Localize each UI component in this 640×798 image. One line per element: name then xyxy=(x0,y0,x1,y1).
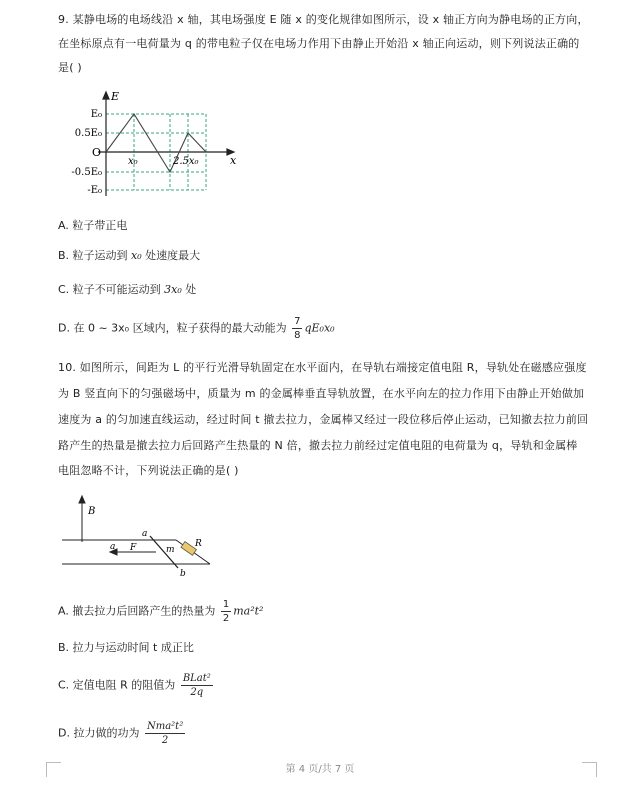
q10-option-a: A. 撤去拉力后回路产生的热量为 $\frac{1}{2}$ ma²t² xyxy=(58,599,264,624)
q10-label-b-bottom: b xyxy=(180,569,186,579)
q9-tick-neg-half-e0: -0.5E₀ xyxy=(71,167,102,178)
q10-label-m: m xyxy=(166,545,175,555)
q10-label-a-arrow: a xyxy=(110,542,116,552)
q9-tick-neg-e0: -E₀ xyxy=(87,185,102,196)
q10-line-5: 电阻忽略不计，下列说法正确的是( ) xyxy=(58,464,239,477)
q10-line-3: 速度为 a 的匀加速直线运动，经过时间 t 撤去拉力，金属棒又经过一段位移后停止运动，已知撤去拉力前回 xyxy=(58,413,589,426)
q9-option-d-fraction: $\frac{7}{8}$ xyxy=(294,316,301,341)
q10-option-c-fraction: $\frac{\text{BLat²}}{2q}$ xyxy=(182,673,211,698)
q10-label-b: B xyxy=(88,506,96,517)
q10-line-2: 为 B 竖直向下的匀强磁场中，质量为 m 的金属棒垂直导轨放置，在水平向左的拉力作用下由静止开始做加 xyxy=(58,387,585,400)
q9-option-d: D. 在 0 ~ 3x₀ 区域内，粒子获得的最大动能为 $\frac{7}{8}$ qE₀x₀ xyxy=(58,316,335,341)
q9-tick-x0: x₀ xyxy=(128,156,138,167)
q9-tick-2p5x0: 2.5x₀ xyxy=(173,156,199,167)
q9-y-axis-label: E xyxy=(111,90,120,103)
q9-line-2: 在坐标原点有一电荷量为 q 的带电粒子仅在电场力作用下由静止开始沿 x 轴正向运动，则下列说法正确的 xyxy=(58,37,580,50)
q9-x-axis-label: x xyxy=(230,154,237,167)
q10-option-c: C. 定值电阻 R 的阻值为 $\frac{\text{BLat²}}{2q}$ xyxy=(58,673,211,698)
q10-label-r: R xyxy=(195,539,202,549)
q9-origin-label: O xyxy=(92,146,102,159)
q10-option-d: D. 拉力做的功为 $\frac{\text{Nma²t²}}{2}$ xyxy=(58,721,184,746)
q9-field-graph xyxy=(58,86,258,206)
q10-label-a-top: a xyxy=(142,529,148,539)
q9-option-c: C. 粒子不可能运动到 3x₀ 处 xyxy=(58,283,197,296)
q10-option-b: B. 拉力与运动时间 t 成正比 xyxy=(58,641,194,654)
q9-tick-e0: E₀ xyxy=(90,109,102,120)
q9-line-3: 是( ) xyxy=(58,61,82,74)
q10-line-4: 路产生的热量是撤去拉力后回路产生热量的 N 倍，撤去拉力前经过定值电阻的电荷量为 q，导轨和金属棒 xyxy=(58,439,578,452)
q10-label-f: F xyxy=(130,543,137,553)
q9-line-1: 9. 某静电场的电场线沿 x 轴，其电场强度 E 随 x 的变化规律如图所示，设 x 轴正方向为静电场的正方向， xyxy=(58,13,589,26)
q10-option-a-fraction: $\frac{1}{2}$ xyxy=(222,599,230,624)
q10-b-arrowhead xyxy=(79,496,85,503)
q9-option-b: B. 粒子运动到 x₀ 处速度最大 xyxy=(58,249,201,262)
q10-line-1: 10. 如图所示，间距为 L 的平行光滑导轨固定在水平面内，在导轨右端接定值电阻 R，导轨处在磁感应强度 xyxy=(58,361,587,374)
page-footer: 第 4 页/共 7 页 xyxy=(285,764,355,775)
q9-option-a: A. 粒子带正电 xyxy=(58,219,128,232)
q10-rail-diagram xyxy=(58,492,228,582)
q9-y-axis-arrow xyxy=(103,92,109,99)
q9-tick-half-e0: 0.5E₀ xyxy=(74,128,102,139)
q10-option-d-fraction: $\frac{\text{Nma²t²}}{2}$ xyxy=(146,721,184,746)
